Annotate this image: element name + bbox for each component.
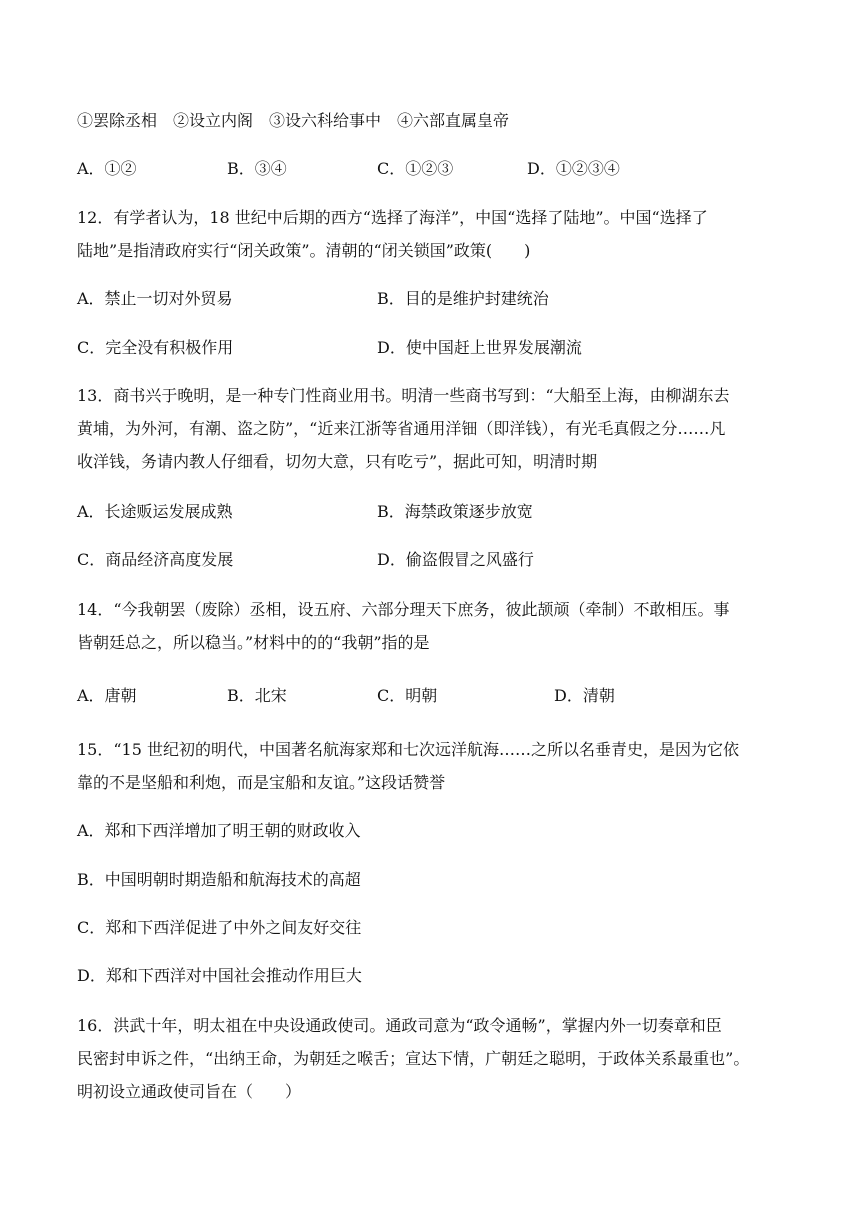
q15-stem-line-2: 靠的不是坚船和利炮，而是宝船和友谊。”这段话赞誉	[77, 773, 446, 792]
q11-statements: ①罢除丞相 ②设立内阁 ③设六科给事中 ④六部直属皇帝	[77, 111, 510, 130]
q15-option-b: B．中国明朝时期造船和航海技术的高超	[77, 870, 361, 889]
q14-stem-line-2: 皆朝廷总之，所以稳当。”材料中的的“我朝”指的是	[77, 633, 430, 652]
q16-stem-line-3: 明初设立通政使司旨在（ ）	[77, 1082, 302, 1101]
q14-stem-line-1: 14．“今我朝罢（废除）丞相，设五府、六部分理天下庶务，彼此颉颃（牵制）不敢相压。事	[77, 600, 730, 619]
q13-option-a: A．长途贩运发展成熟	[77, 502, 233, 521]
q13-options-row-2	[77, 548, 783, 572]
q16-stem-line-1: 16．洪武十年，明太祖在中央设通政使司。通政司意为“政令通畅”，掌握内外一切奏章和臣	[77, 1016, 722, 1035]
q11-options	[77, 157, 783, 181]
q12-stem-line-1: 12．有学者认为，18 世纪中后期的西方“选择了海洋”，中国“选择了陆地”。中国“选择了	[77, 208, 708, 227]
q12-options-row-1	[77, 287, 783, 311]
q13-stem-line-1: 13．商书兴于晚明，是一种专门性商业用书。明清一些商书写到：“大船至上海，由柳湖东去	[77, 386, 730, 405]
q11-option-b: B．③④	[227, 159, 287, 178]
q12-option-d: D．使中国赶上世界发展潮流	[377, 338, 582, 357]
q14-option-b: B．北宋	[227, 686, 287, 705]
q15-option-c: C．郑和下西洋促进了中外之间友好交往	[77, 918, 362, 937]
q14-option-d: D．清朝	[554, 686, 615, 705]
q12-options-row-2	[77, 336, 783, 360]
q14-option-c: C．明朝	[377, 686, 438, 705]
q15-option-a: A．郑和下西洋增加了明王朝的财政收入	[77, 821, 361, 840]
q13-option-d: D．偷盗假冒之风盛行	[377, 550, 534, 569]
q11-option-d: D．①②③④	[527, 159, 620, 178]
q11-option-a: A．①②	[77, 159, 137, 178]
q11-option-c: C．①②③	[377, 159, 454, 178]
q13-option-c: C．商品经济高度发展	[77, 550, 234, 569]
q12-option-a: A．禁止一切对外贸易	[77, 289, 233, 308]
q15-option-d: D．郑和下西洋对中国社会推动作用巨大	[77, 966, 362, 985]
q15-stem-line-1: 15．“15 世纪初的明代，中国著名航海家郑和七次远洋航海……之所以名垂青史，是因为它依	[77, 740, 739, 759]
q14-options	[77, 684, 783, 708]
q14-option-a: A．唐朝	[77, 686, 137, 705]
q13-stem-line-2: 黄埔，为外河，有潮、盗之防”，“近来江浙等省通用洋钿（即洋钱），有光毛真假之分……凡	[77, 419, 726, 438]
q12-option-b: B．目的是维护封建统治	[377, 289, 549, 308]
q13-options-row-1	[77, 500, 783, 524]
q16-stem-line-2: 民密封申诉之件，“出纳王命，为朝廷之喉舌；宣达下情，广朝廷之聪明，于政体关系最重也”。	[77, 1049, 750, 1068]
q13-option-b: B．海禁政策逐步放宽	[377, 502, 533, 521]
q13-stem-line-3: 收洋钱，务请内教人仔细看，切勿大意，只有吃亏”，据此可知，明清时期	[77, 452, 598, 471]
q12-stem-line-2: 陆地”是指清政府实行“闭关政策”。清朝的“闭关锁国”政策( )	[77, 241, 531, 260]
q12-option-c: C．完全没有积极作用	[77, 338, 234, 357]
